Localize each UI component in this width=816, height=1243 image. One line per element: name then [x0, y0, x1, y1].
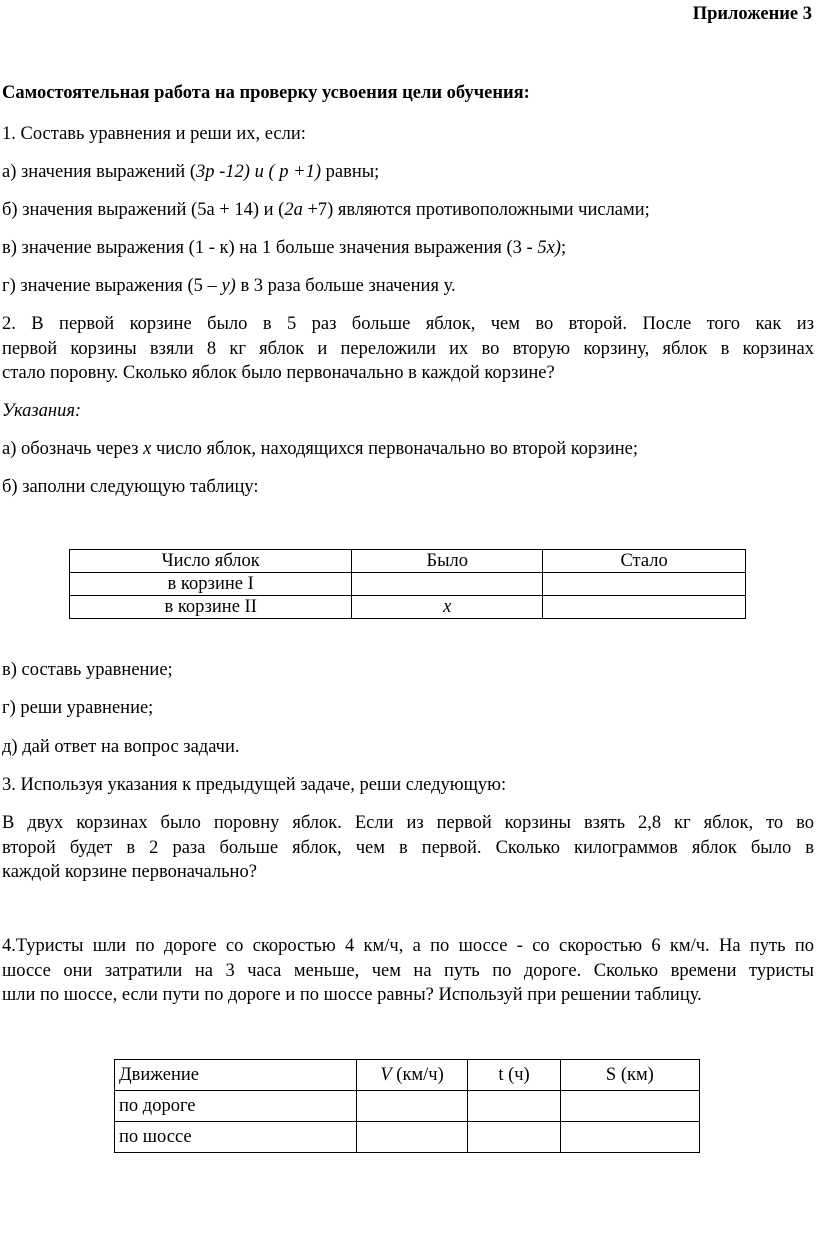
table-header-cell: S (км) — [560, 1060, 699, 1091]
text: (км/ч) — [391, 1065, 444, 1085]
text: +7) являются противоположными числами; — [302, 200, 650, 220]
table-header-row — [115, 1060, 700, 1091]
text: число яблок, находящихся первоначально во второй корзине; — [151, 439, 638, 459]
hint-b: б) заполни следующую таблицу: — [2, 477, 259, 497]
table-header-cell: t (ч) — [468, 1060, 560, 1091]
table-header-cell: Движение — [115, 1060, 357, 1091]
math-variable: V — [380, 1065, 392, 1085]
hints-label: Указания: — [2, 401, 82, 421]
table-cell — [468, 1122, 560, 1153]
hint-a — [2, 439, 638, 460]
table-cell — [560, 1122, 699, 1153]
table-cell — [543, 596, 746, 619]
hint-d: д) дай ответ на вопрос задачи. — [2, 737, 240, 757]
task1-item-b — [2, 200, 650, 221]
task2-line1: 2. В первой корзине было в 5 раз больше яблок, чем во второй. После того как из — [2, 314, 814, 334]
text: ; — [560, 238, 567, 258]
math-expression: 2a — [284, 200, 303, 220]
table-cell — [468, 1091, 560, 1122]
table-cell: x — [352, 596, 543, 619]
table-cell — [352, 573, 543, 596]
task3-line1: В двух корзинах было поровну яблок. Если из первой корзины взять 2,8 кг яблок, то во — [2, 813, 814, 833]
task1-item-a — [2, 162, 379, 183]
task1-item-g — [2, 276, 456, 297]
table-cell — [543, 573, 746, 596]
table-row — [115, 1122, 700, 1153]
table-cell: в корзине II — [70, 596, 352, 619]
math-variable: x — [143, 439, 152, 459]
page-title: Самостоятельная работа на проверку усвоения цели обучения: — [2, 83, 530, 103]
math-expression: у) — [221, 276, 236, 296]
task4-line2: шоссе они затратили на 3 часа меньше, чем на путь по дороге. Сколько времени туристы — [2, 961, 814, 981]
motion-table — [114, 1059, 700, 1153]
task4-line1: 4.Туристы шли по дороге со скоростью 4 км/ч, а по шоссе - со скоростью 6 км/ч. На путь по — [2, 936, 814, 956]
table-cell — [356, 1091, 467, 1122]
table-row — [70, 573, 746, 596]
math-expression: 3p -12) и ( p +1) — [196, 162, 322, 182]
table-cell: по дороге — [115, 1091, 357, 1122]
table-cell: в корзине I — [70, 573, 352, 596]
task1-intro: 1. Составь уравнения и реши их, если: — [2, 124, 306, 144]
text: а) значения выражений ( — [2, 162, 196, 182]
task3-intro: 3. Используя указания к предыдущей задаче, реши следующую: — [2, 775, 507, 795]
table-row — [70, 596, 746, 619]
hint-v: в) составь уравнение; — [2, 660, 173, 680]
table-header-row — [70, 550, 746, 573]
text: б) значения выражений (5а + 14) и ( — [2, 200, 285, 220]
task4-line3: шли по шоссе, если пути по дороге и по шоссе равны? Используй при решении таблицу. — [2, 985, 702, 1005]
text: в) значение выражения (1 - к) на 1 больше значения выражения (3 - — [2, 238, 538, 258]
task3-line3: каждой корзине первоначально? — [2, 862, 257, 882]
text: г) значение выражения (5 – — [2, 276, 222, 296]
apples-table — [69, 549, 746, 619]
hint-g: г) реши уравнение; — [2, 698, 154, 718]
math-expression: 5x) — [537, 238, 561, 258]
table-cell — [356, 1122, 467, 1153]
task2-line2: первой корзины взяли 8 кг яблок и переложили их во вторую корзину, яблок в корзинах — [2, 339, 814, 359]
table-header-cell — [356, 1060, 467, 1091]
table-header-cell: Было — [352, 550, 543, 573]
text: в 3 раза больше значения у. — [235, 276, 456, 296]
table-row — [115, 1091, 700, 1122]
task1-item-v — [2, 238, 566, 259]
table-header-cell: Число яблок — [70, 550, 352, 573]
table-cell: по шоссе — [115, 1122, 357, 1153]
table-cell — [560, 1091, 699, 1122]
text: равны; — [321, 162, 380, 182]
text: а) обозначь через — [2, 439, 144, 459]
task2-line3: стало поровну. Сколько яблок было первоначально в каждой корзине? — [2, 363, 555, 383]
appendix-label: Приложение 3 — [692, 4, 812, 24]
table-header-cell: Стало — [543, 550, 746, 573]
task3-line2: второй будет в 2 раза больше яблок, чем в первой. Сколько килограммов яблок было в — [2, 838, 814, 858]
